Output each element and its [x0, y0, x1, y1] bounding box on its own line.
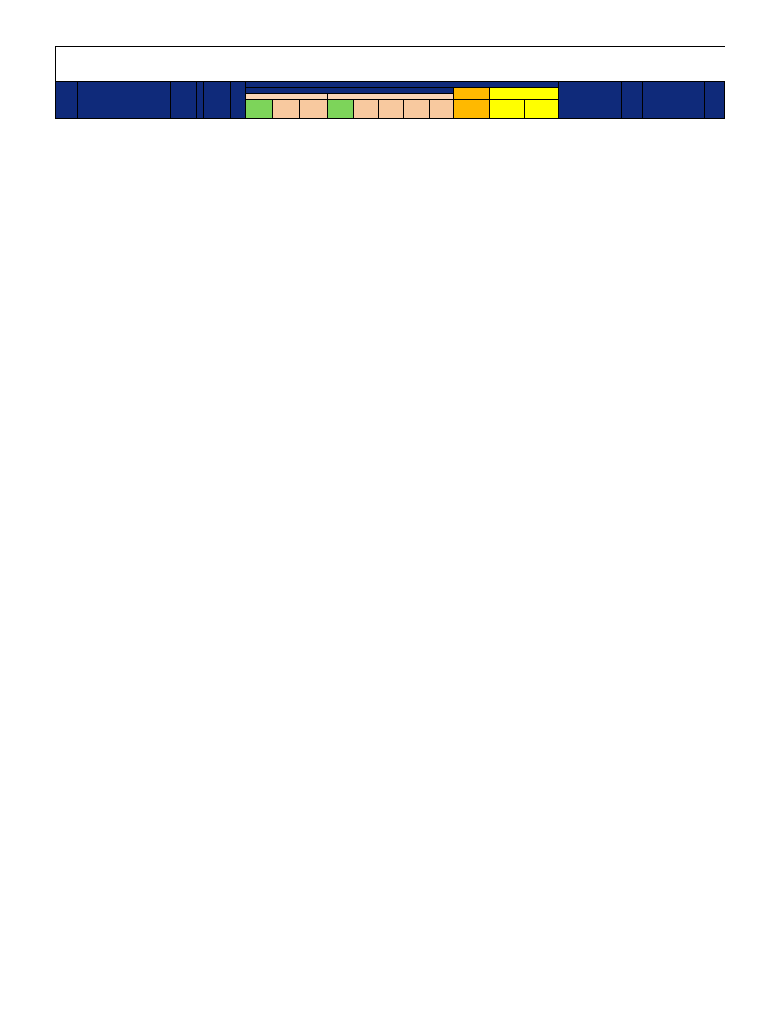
header-tgl-9 — [705, 81, 725, 118]
monitoring-table — [55, 46, 725, 119]
header-induk-slope13 — [245, 99, 272, 118]
header-sta-awal — [171, 81, 197, 118]
header-zona-slope13 — [327, 99, 353, 118]
header-data-ukur — [230, 81, 245, 118]
header-zona-rounding25 — [404, 99, 429, 118]
header-induk-slope14 — [273, 99, 300, 118]
header-dash — [197, 81, 204, 118]
header-hkjt — [490, 87, 559, 99]
mini-sheet-thumbnail — [17, 562, 745, 658]
header-zona-slope14 — [353, 99, 378, 118]
header-zona-slope12 — [379, 99, 404, 118]
header-uraian — [78, 81, 171, 118]
header-hkjt-rounding25 — [490, 99, 524, 118]
header-update-9 — [642, 81, 705, 118]
header-konsultan-rounding15 — [453, 99, 489, 118]
header-no — [56, 81, 78, 118]
header-sta-akhir — [204, 81, 230, 118]
header-tgl-7 — [621, 81, 642, 118]
header-update-7 — [558, 81, 621, 118]
header-zona-rounding15 — [429, 99, 453, 118]
header-konsultan — [453, 87, 489, 99]
header-hkjt-rounding15 — [524, 99, 558, 118]
header-induk-slope12 — [300, 99, 327, 118]
